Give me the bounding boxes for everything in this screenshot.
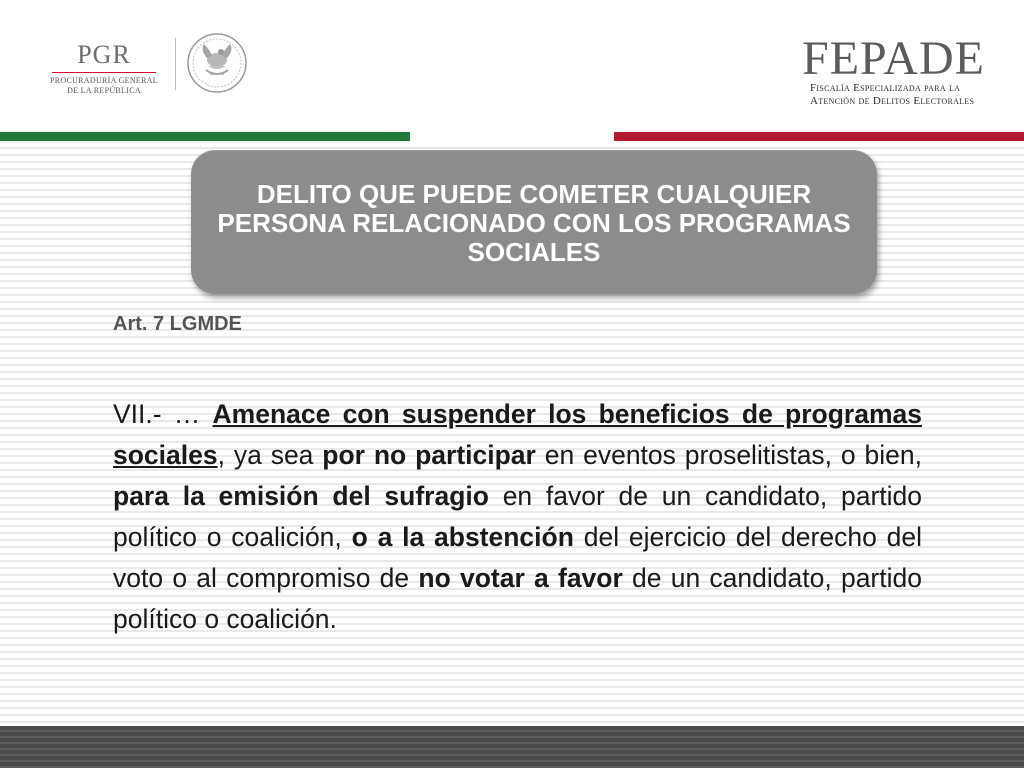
fepade-subtitle-line-1: Fiscalía Especializada para la: [810, 82, 961, 94]
pgr-logo-subtitle-2: DE LA REPÚBLICA: [67, 86, 141, 95]
article-segment-emphasis: para la emisión del sufragio: [113, 481, 489, 511]
title-banner: [191, 150, 877, 294]
pgr-logo-subtitle-1: PROCURADURÍA GENERAL: [49, 76, 158, 85]
article-segment-text: en eventos proselitistas, o bien,: [535, 440, 922, 470]
banner-title: DELITO QUE PUEDE COMETER CUALQUIER PERSONA RELACIONADO CON LOS PROGRAMAS SOCIALES: [217, 179, 851, 267]
fepade-logo-title: FEPADE: [802, 32, 985, 85]
article-body: [113, 394, 922, 640]
article-segment-emphasis: por no participar: [322, 440, 536, 470]
fepade-subtitle-line-2: Atención de Delitos Electorales: [810, 95, 975, 107]
logo-divider: [175, 38, 176, 90]
footer-bar: [0, 726, 1024, 768]
pgr-logo-title: PGR: [77, 40, 131, 69]
article-segment-emphasis: o a la abstención: [351, 522, 574, 552]
fepade-logo-subtitle: [810, 82, 974, 108]
green-accent-bar: [0, 132, 410, 141]
pgr-logo-rule: [52, 72, 156, 73]
article-label: Art. 7 LGMDE: [113, 313, 242, 335]
article-segment-intro: VII.- …: [113, 399, 213, 429]
article-segment-text: en favor de un candidato, partido político o coalición,: [113, 481, 922, 552]
coat-of-arms-seal-icon: [186, 32, 248, 94]
fepade-logo: [796, 32, 996, 110]
red-accent-bar: [614, 132, 1024, 141]
article-segment-emphasis: no votar a favor: [418, 563, 623, 593]
pgr-logo: [48, 40, 160, 100]
article-segment-text: , ya sea: [217, 440, 323, 470]
article-segment-threat: Amenace con suspender los beneficios de programas sociales: [113, 399, 922, 470]
article-segment-text: del ejercicio del derecho del voto o al compromiso de: [113, 522, 922, 593]
article-segment-closing: de un candidato, partido político o coalición.: [113, 563, 922, 634]
